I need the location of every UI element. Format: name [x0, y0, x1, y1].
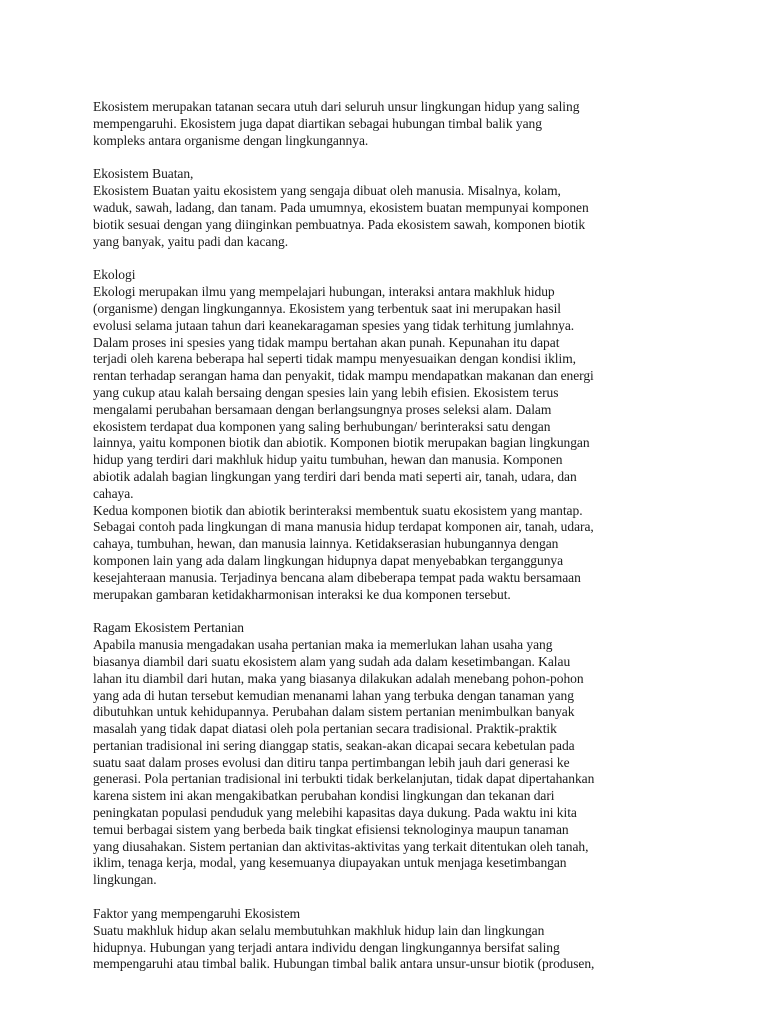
section-body-ekologi-1: Ekologi merupakan ilmu yang mempelajari hubungan, interaksi antara makhluk hidup (organisme) dengan lingkungannya. Ekosistem yang terbentuk saat ini merupakan hasil evolusi selama jutaan tahun dari keanekaragaman spesies yang tidak terhitung jumlahnya. Dalam proses ini spesies yang tidak mampu bertahan akan punah. Kepunahan itu dapat terjadi oleh karena beberapa hal seperti tidak mampu menyesuaikan dengan kondisi iklim, rentan terhadap serangan hama dan penyakit, tidak mampu mendapatkan makanan dan energi yang cukup atau kalah bersaing dengan spesies lain yang lebih efisien. Ekosistem terus mengalami perubahan bersamaan dengan berlangsungnya proses seleksi alam. Dalam ekosistem terdapat dua komponen yang saling berhubungan/ berinteraksi satu dengan lainnya, yaitu komponen biotik dan abiotik. Komponen biotik merupakan bagian lingkungan hidup yang terdiri dari makhluk hidup yaitu tumbuhan, hewan dan manusia. Komponen abiotik adalah bagian lingkungan yang terdiri dari benda mati seperti air, tanah, udara, dan cahaya.	[93, 284, 594, 501]
section-body-ekosistem-buatan: Ekosistem Buatan yaitu ekosistem yang sengaja dibuat oleh manusia. Misalnya, kolam, waduk, sawah, ladang, dan tanam. Pada umumnya, ekosistem buatan mempunyai komponen biotik sesuai dengan yang diinginkan pembuatnya. Pada ekosistem sawah, komponen biotik yang banyak, yaitu padi dan kacang.	[93, 183, 589, 249]
section-heading-ekosistem-buatan: Ekosistem Buatan,	[93, 166, 194, 182]
intro-paragraph: Ekosistem merupakan tatanan secara utuh dari seluruh unsur lingkungan hidup yang saling mempengaruhi. Ekosistem juga dapat diartikan sebagai hubungan timbal balik yang kompleks antara organisme dengan lingkungannya.	[93, 99, 580, 148]
paragraph-gap	[93, 250, 708, 267]
section-heading-faktor-ekosistem: Faktor yang mempengaruhi Ekosistem	[93, 906, 301, 922]
section-heading-ekologi: Ekologi	[93, 267, 136, 283]
paragraph-gap	[93, 889, 708, 906]
section-body-ekologi-2: Kedua komponen biotik dan abiotik berinteraksi membentuk suatu ekosistem yang mantap. Sebagai contoh pada lingkungan di mana manusia hidup terdapat komponen air, tanah, udara, cahaya, tumbuhan, hewan, dan manusia lainnya. Ketidakserasian hubungannya dengan komponen lain yang ada dalam lingkungan hidupnya dapat menyebabkan terganggunya kesejahteraan manusia. Terjadinya bencana alam dibeberapa tempat pada waktu bersamaan merupakan gambaran ketidakharmonisan interaksi ke dua komponen tersebut.	[93, 502, 594, 602]
paragraph-gap	[93, 149, 708, 166]
section-body-faktor-ekosistem: Suatu makhluk hidup akan selalu membutuhkan makhluk hidup lain dan lingkungan hidupnya. Hubungan yang terjadi antara individu dengan lingkungannya bersifat saling mempengaruhi atau timbal balik. Hubungan timbal balik antara unsur-unsur biotik (produsen,	[93, 922, 595, 972]
section-heading-ragam-ekosistem-pertanian: Ragam Ekosistem Pertanian	[93, 620, 244, 636]
section-body-ragam-ekosistem-pertanian: Apabila manusia mengadakan usaha pertanian maka ia memerlukan lahan usaha yang biasanya diambil dari suatu ekosistem alam yang sudah ada dalam kesetimbangan. Kalau lahan itu diambil dari hutan, maka yang biasanya dilakukan adalah menebang pohon-pohon yang ada di hutan tersebut kemudian menanami lahan yang terbuka dengan tanaman yang dibutuhkan untuk kehidupannya. Perubahan dalam sistem pertanian menimbulkan banyak masalah yang tidak dapat diatasi oleh pola pertanian secara tradisional. Praktik-praktik pertanian tradisional ini sering dianggap statis, seakan-akan dicapai secara kebetulan pada suatu saat dalam proses evolusi dan ditiru tanpa pertimbangan lebih jauh dari generasi ke generasi. Pola pertanian tradisional ini terbukti tidak berkelanjutan, tidak dapat dipertahankan karena sistem ini akan mengakibatkan perubahan kondisi lingkungan dan tekanan dari peningkatan populasi penduduk yang melebihi kapasitas daya dukung. Pada waktu ini kita temui berbagai sistem yang berbeda baik tingkat efisiensi teknologinya maupun tanaman yang diusahakan. Sistem pertanian dan aktivitas-aktivitas yang terkait ditentukan oleh tanah, iklim, tenaga kerja, modal, yang kesemuanya diupayakan untuk menjaga kesetimbangan lingkungan.	[93, 637, 595, 888]
paragraph-gap	[93, 603, 708, 620]
